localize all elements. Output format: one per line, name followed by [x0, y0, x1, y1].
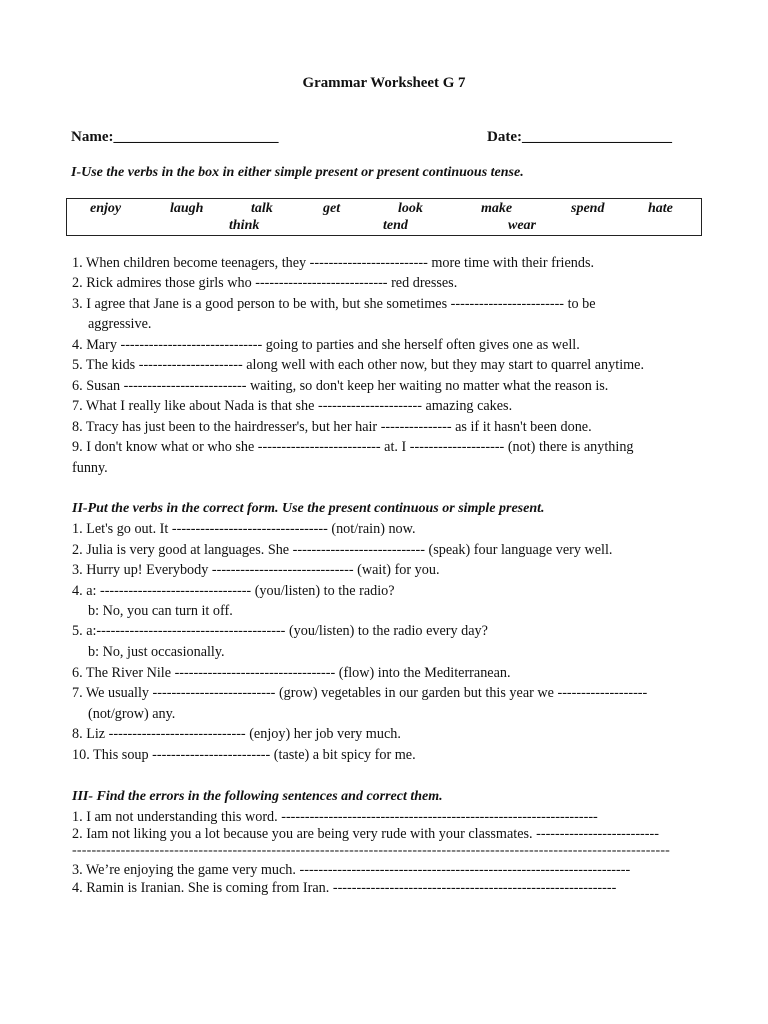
- verb-word: laugh: [170, 201, 204, 216]
- exercise-line: 8. Liz ----------------------------- (enjoy) her job very much.: [72, 726, 401, 742]
- exercise-line: 6. Susan -------------------------- waiting, so don't keep her waiting no matter what the reason is.: [72, 378, 609, 394]
- exercise-line: 6. The River Nile ---------------------------------- (flow) into the Mediterranean.: [72, 665, 511, 681]
- verb-word: enjoy: [90, 201, 122, 216]
- verb-word: tend: [383, 218, 408, 233]
- exercise-line: 3. I agree that Jane is a good person to be with, but she sometimes ------------------------ to be: [72, 296, 596, 312]
- exercise-line: 7. We usually -------------------------- (grow) vegetables in our garden but this year we -------------------: [72, 685, 648, 701]
- exercise-line: 4. Mary ------------------------------ going to parties and she herself often gives one as well.: [72, 337, 580, 353]
- verb-word: look: [398, 201, 423, 216]
- verb-word: think: [229, 218, 260, 233]
- exercise-line: 1. When children become teenagers, they ------------------------- more time with their friends.: [72, 255, 595, 271]
- exercise-line: 8. Tracy has just been to the hairdresser's, but her hair --------------- as if it hasn't been done.: [72, 419, 592, 435]
- exercise-line: funny.: [72, 460, 108, 476]
- verb-word: spend: [571, 201, 605, 216]
- section3-instruction: III- Find the errors in the following sentences and correct them.: [72, 789, 443, 804]
- answer-line: ---------------------------------------------------------------------------------------------------------------------------: [72, 843, 671, 858]
- name-field[interactable]: Name:______________________: [71, 129, 279, 145]
- exercise-line: 4. Ramin is Iranian. She is coming from Iran. ------------------------------------------------------------: [72, 880, 617, 896]
- exercise-line: 2. Rick admires those girls who ---------------------------- red dresses.: [72, 275, 458, 291]
- verb-word: hate: [648, 201, 673, 216]
- section1-instruction: I-Use the verbs in the box in either simple present or present continuous tense.: [71, 165, 524, 180]
- exercise-line: 9. I don't know what or who she -------------------------- at. I -------------------- (not) there is anything: [72, 439, 634, 455]
- exercise-line: 5. a:---------------------------------------- (you/listen) to the radio every day?: [72, 623, 488, 639]
- page-title: Grammar Worksheet G 7: [302, 75, 466, 91]
- exercise-line: 1. I am not understanding this word. -------------------------------------------------------------------: [72, 809, 598, 825]
- exercise-line: 2. Julia is very good at languages. She ---------------------------- (speak) four language very well.: [72, 542, 613, 558]
- exercise-line: 7. What I really like about Nada is that she ---------------------- amazing cakes.: [72, 398, 513, 414]
- exercise-line: (not/grow) any.: [88, 706, 176, 722]
- verb-word: make: [481, 201, 513, 216]
- verb-word: get: [323, 201, 341, 216]
- section2-instruction: II-Put the verbs in the correct form. Use the present continuous or simple present.: [72, 501, 545, 516]
- exercise-line: 3. We’re enjoying the game very much. ----------------------------------------------------------------------: [72, 862, 631, 878]
- exercise-line: b: No, you can turn it off.: [88, 603, 233, 619]
- verb-word: talk: [251, 201, 273, 216]
- exercise-line: b: No, just occasionally.: [88, 644, 225, 660]
- exercise-line: 5. The kids ---------------------- along well with each other now, but they may start to quarrel anytime.: [72, 357, 645, 373]
- exercise-line: aggressive.: [88, 316, 152, 332]
- exercise-line: 4. a: -------------------------------- (you/listen) to the radio?: [72, 583, 395, 599]
- exercise-line: 1. Let's go out. It --------------------------------- (not/rain) now.: [72, 521, 416, 537]
- exercise-line: 10. This soup ------------------------- (taste) a bit spicy for me.: [72, 747, 416, 763]
- exercise-line: 2. Iam not liking you a lot because you are being very rude with your classmates. --------------------------: [72, 826, 659, 842]
- exercise-line: 3. Hurry up! Everybody ------------------------------ (wait) for you.: [72, 562, 440, 578]
- verb-word: wear: [508, 218, 536, 233]
- date-field[interactable]: Date:____________________: [487, 129, 672, 145]
